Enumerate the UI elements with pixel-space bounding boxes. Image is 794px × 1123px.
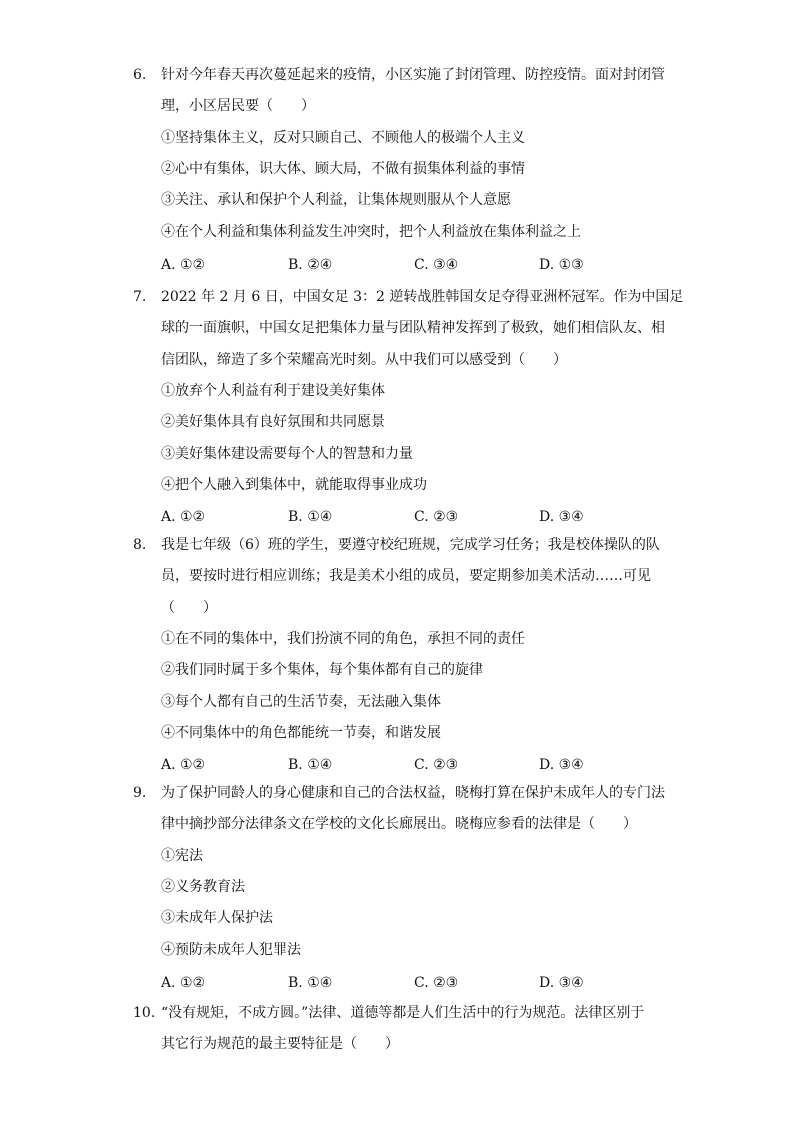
choice-c[interactable]: C. ③④ [414, 257, 459, 273]
choice-a[interactable]: A. ①② [161, 975, 206, 991]
question-stem-line: 其它行为规范的最主要特征是（ ） [161, 1036, 399, 1052]
statement-4: ④不同集体中的角色都能统一节奏，和谐发展 [161, 725, 441, 741]
choice-a[interactable]: A. ①② [161, 509, 206, 525]
statement-1: ①放弃个人利益有利于建设美好集体 [161, 383, 385, 399]
choice-b[interactable]: B. ②④ [288, 257, 333, 273]
question-number: 9. [133, 785, 147, 801]
statement-3: ③美好集体建设需要每个人的智慧和力量 [161, 446, 413, 462]
statement-3: ③关注、承认和保护个人利益，让集体规则服从个人意愿 [161, 192, 511, 208]
question-stem-line: 球的一面旗帜，中国女足把集体力量与团队精神发挥到了极致，她们相信队友、相 [161, 320, 665, 336]
question-stem-line: 为了保护同龄人的身心健康和自己的合法权益，晓梅打算在保护未成年人的专门法 [161, 785, 665, 801]
choice-b[interactable]: B. ①④ [288, 975, 333, 991]
question-number: 6. [133, 67, 147, 83]
choice-d[interactable]: D. ①③ [539, 257, 584, 273]
question-stem-line: 信团队，缔造了多个荣耀高光时刻。从中我们可以感受到（ ） [161, 352, 567, 368]
question-stem-line: 2022 年 2 月 6 日，中国女足 3：2 逆转战胜韩国女足夺得亚洲杯冠军。作为中国足 [161, 289, 684, 305]
answer-choices [161, 255, 681, 275]
statement-2: ②我们同时属于多个集体，每个集体都有自己的旋律 [161, 662, 483, 678]
statement-1: ①坚持集体主义，反对只顾自己、不顾他人的极端个人主义 [161, 130, 525, 146]
statement-3: ③未成年人保护法 [161, 910, 273, 926]
choice-a[interactable]: A. ①② [161, 257, 206, 273]
choice-b[interactable]: B. ①④ [288, 509, 333, 525]
question-stem-line: “没有规矩，不成方圆。”法律、道德等都是人们生活中的行为规范。法律区别于 [161, 1005, 645, 1021]
choice-c[interactable]: C. ②③ [414, 975, 459, 991]
answer-choices [161, 973, 681, 993]
statement-2: ②心中有集体，识大体、顾大局，不做有损集体利益的事情 [161, 161, 525, 177]
statement-2: ②美好集体具有良好氛围和共同愿景 [161, 414, 385, 430]
question-stem-line: 我是七年级（6）班的学生，要遵守校纪班规，完成学习任务；我是校体操队的队 [161, 537, 660, 553]
choice-c[interactable]: C. ②③ [414, 509, 459, 525]
statement-1: ①在不同的集体中，我们扮演不同的角色，承担不同的责任 [161, 631, 525, 647]
choice-d[interactable]: D. ③④ [539, 975, 584, 991]
question-stem-line: 员，要按时进行相应训练；我是美术小组的成员，要定期参加美术活动……可见 [161, 568, 651, 584]
question-stem-line: （ ） [161, 600, 217, 616]
question-number: 7. [133, 289, 147, 305]
statement-2: ②义务教育法 [161, 879, 245, 895]
choice-c[interactable]: C. ②③ [414, 757, 459, 773]
choice-d[interactable]: D. ③④ [539, 757, 584, 773]
question-number: 8. [133, 537, 147, 553]
answer-choices [161, 755, 681, 775]
statement-4: ④把个人融入到集体中，就能取得事业成功 [161, 477, 427, 493]
choice-d[interactable]: D. ③④ [539, 509, 584, 525]
question-number: 10. [133, 1005, 156, 1021]
question-stem-line: 律中摘抄部分法律条文在学校的文化长廊展出。晓梅应参看的法律是（ ） [161, 816, 637, 832]
statement-3: ③每个人都有自己的生活节奏，无法融入集体 [161, 694, 441, 710]
choice-a[interactable]: A. ①② [161, 757, 206, 773]
choice-b[interactable]: B. ①④ [288, 757, 333, 773]
statement-4: ④预防未成年人犯罪法 [161, 942, 301, 958]
answer-choices [161, 507, 681, 527]
statement-1: ①宪法 [161, 848, 203, 864]
statement-4: ④在个人利益和集体利益发生冲突时，把个人利益放在集体利益之上 [161, 224, 581, 240]
question-stem-line: 针对今年春天再次蔓延起来的疫情，小区实施了封闭管理、防控疫情。面对封闭管 [161, 67, 665, 83]
question-stem-line: 理，小区居民要（ ） [161, 98, 315, 114]
